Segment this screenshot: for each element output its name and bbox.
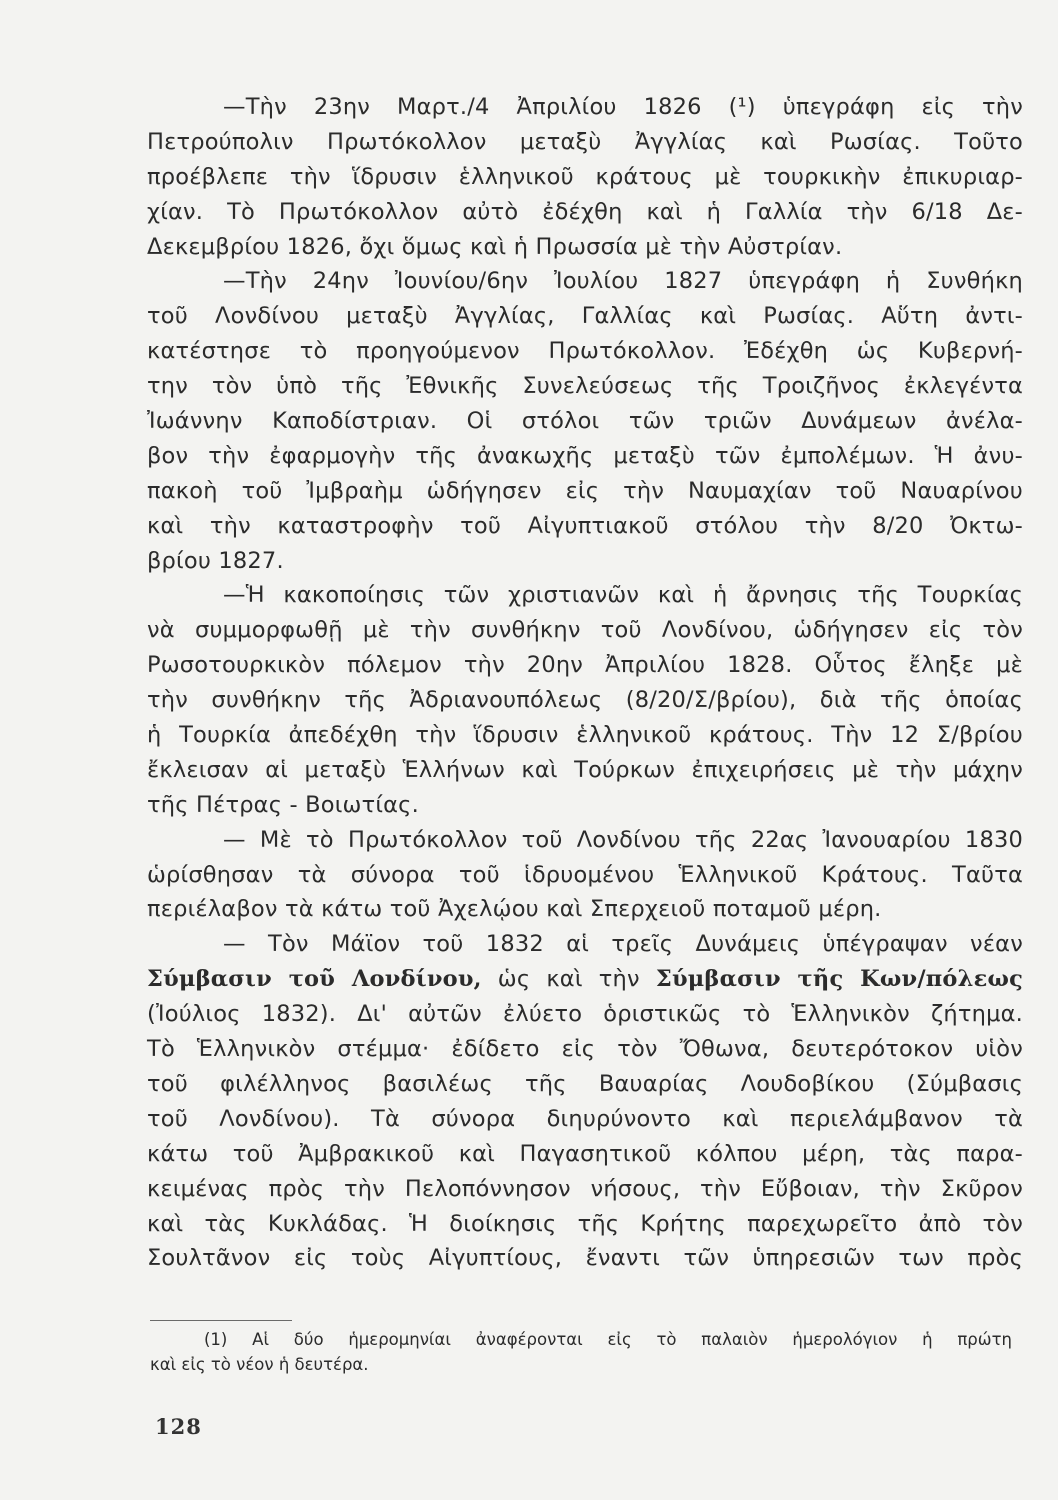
- bold-term: Σύμβασιν τοῦ Λονδίνου,: [147, 966, 482, 993]
- page-number: 128: [155, 1414, 202, 1439]
- text-line: καὶ τὴν καταστροφὴν τοῦ Αἰγυπτιακοῦ στόλου τὴν 8/20 Ὀκτω-: [147, 512, 1023, 539]
- text-line: —Ἡ κακοποίησις τῶν χριστιανῶν καὶ ἡ ἄρνησις τῆς Τουρκίας: [223, 582, 1023, 609]
- text-line-bold-terms: [147, 962, 1023, 997]
- text-line: — Μὲ τὸ Πρωτόκολλον τοῦ Λονδίνου τῆς 22ας Ἰανουαρίου 1830: [223, 826, 1023, 853]
- text-line: ἡ Τουρκία ἀπεδέχθη τὴν ἵδρυσιν ἑλληνικοῦ κράτους. Τὴν 12 Σ/βρίου: [147, 722, 1023, 749]
- text-line: Τὸ Ἑλληνικὸν στέμμα· ἐδίδετο εἰς τὸν Ὄθωνα, δευτερότοκον υἱὸν: [147, 1036, 1023, 1063]
- footnote-line: (1) Αἱ δύο ἡμερομηνίαι ἀναφέρονται εἰς τὸ παλαιὸν ἡμερολόγιον ἡ πρώτη: [204, 1330, 1012, 1349]
- text-fragment: ὡς καὶ τὴν: [481, 966, 656, 993]
- text-line: Σουλτᾶνον εἰς τοὺς Αἰγυπτίους, ἔναντι τῶν ὑπηρεσιῶν των πρὸς: [147, 1245, 1023, 1272]
- text-line: κατέστησε τὸ προηγούμενον Πρωτόκολλον. Ἐδέχθη ὡς Κυβερνή-: [147, 338, 1023, 365]
- text-line: Ἰωάννην Καποδίστριαν. Οἱ στόλοι τῶν τριῶν Δυνάμεων ἀνέλα-: [147, 408, 1023, 435]
- text-line: βον τὴν ἐφαρμογὴν τῆς ἀνακωχῆς μεταξὺ τῶν ἐμπολέμων. Ἡ ἀνυ-: [147, 442, 1023, 469]
- text-line: χίαν. Τὸ Πρωτόκολλον αὐτὸ ἐδέχθη καὶ ἡ Γαλλία τὴν 6/18 Δε-: [147, 198, 1023, 225]
- text-line: νὰ συμμορφωθῇ μὲ τὴν συνθήκην τοῦ Λονδίνου, ὡδήγησεν εἰς τὸν: [147, 617, 1023, 644]
- text-line: Πετρούπολιν Πρωτόκολλον μεταξὺ Ἀγγλίας καὶ Ρωσίας. Τοῦτο: [147, 128, 1023, 155]
- text-line: τὴν συνθήκην τῆς Ἀδριανουπόλεως (8/20/Σ/βρίου), διὰ τῆς ὁποίας: [147, 687, 1023, 714]
- text-line: τῆς Πέτρας - Βοιωτίας.: [147, 791, 419, 818]
- text-line: —Τὴν 24ην Ἰουνίου/6ην Ἰουλίου 1827 ὑπεγράφη ἡ Συνθήκη: [223, 268, 1023, 295]
- text-line: περιέλαβον τὰ κάτω τοῦ Ἀχελῴου καὶ Σπερχειοῦ ποταμοῦ μέρη.: [147, 896, 882, 923]
- text-line: τοῦ Λονδίνου μεταξὺ Ἀγγλίας, Γαλλίας καὶ Ρωσίας. Αὕτη ἀντι-: [147, 303, 1023, 330]
- text-line: την τὸν ὑπὸ τῆς Ἐθνικῆς Συνελεύσεως τῆς Τροιζῆνος ἐκλεγέντα: [147, 373, 1023, 400]
- text-line: ὡρίσθησαν τὰ σύνορα τοῦ ἱδρυομένου Ἑλληνικοῦ Κράτους. Ταῦτα: [147, 861, 1023, 888]
- bold-term: Σύμβασιν τῆς Κων/πόλεως: [655, 966, 1023, 993]
- text-line: Ρωσοτουρκικὸν πόλεμον τὴν 20ην Ἀπριλίου 1828. Οὗτος ἔληξε μὲ: [147, 652, 1023, 679]
- text-line: — Τὸν Μάϊον τοῦ 1832 αἱ τρεῖς Δυνάμεις ὑπέγραψαν νέαν: [223, 931, 1023, 958]
- footnote-divider: [150, 1320, 292, 1321]
- text-line: τοῦ Λονδίνου). Τὰ σύνορα διηυρύνοντο καὶ περιελάμβανον τὰ: [147, 1105, 1023, 1132]
- text-line: ἔκλεισαν αἱ μεταξὺ Ἑλλήνων καὶ Τούρκων ἐπιχειρήσεις μὲ τὴν μάχην: [147, 756, 1023, 783]
- text-line: βρίου 1827.: [147, 547, 284, 574]
- text-line: —Τὴν 23ην Μαρτ./4 Ἀπριλίου 1826 (¹) ὑπεγράφη εἰς τὴν: [223, 94, 1023, 120]
- text-line: (Ἰούλιος 1832). Δι' αὐτῶν ἐλύετο ὁριστικῶς τὸ Ἑλληνικὸν ζήτημα.: [147, 1001, 1023, 1028]
- footnote: [150, 1327, 1012, 1377]
- footnote-line: καὶ εἰς τὸ νέον ἡ δευτέρα.: [150, 1355, 369, 1374]
- text-line: Δεκεμβρίου 1826, ὄχι ὅμως καὶ ἡ Πρωσσία μὲ τὴν Αὐστρίαν.: [147, 233, 843, 260]
- text-line: καὶ τὰς Κυκλάδας. Ἡ διοίκησις τῆς Κρήτης παρεχωρεῖτο ἀπὸ τὸν: [147, 1210, 1023, 1237]
- main-text: [147, 90, 1023, 1276]
- text-line: κάτω τοῦ Ἀμβρακικοῦ καὶ Παγασητικοῦ κόλπου μέρη, τὰς παρα-: [147, 1140, 1023, 1167]
- text-line: πακοὴ τοῦ Ἰμβραὴμ ὡδήγησεν εἰς τὴν Ναυμαχίαν τοῦ Ναυαρίνου: [147, 477, 1023, 504]
- text-line: κειμένας πρὸς τὴν Πελοπόννησον νήσους, τὴν Εὔβοιαν, τὴν Σκῦρον: [147, 1175, 1023, 1202]
- text-line: προέβλεπε τὴν ἵδρυσιν ἑλληνικοῦ κράτους μὲ τουρκικὴν ἐπικυριαρ-: [147, 163, 1023, 190]
- text-line: τοῦ φιλέλληνος βασιλέως τῆς Βαυαρίας Λουδοβίκου (Σύμβασις: [147, 1070, 1023, 1097]
